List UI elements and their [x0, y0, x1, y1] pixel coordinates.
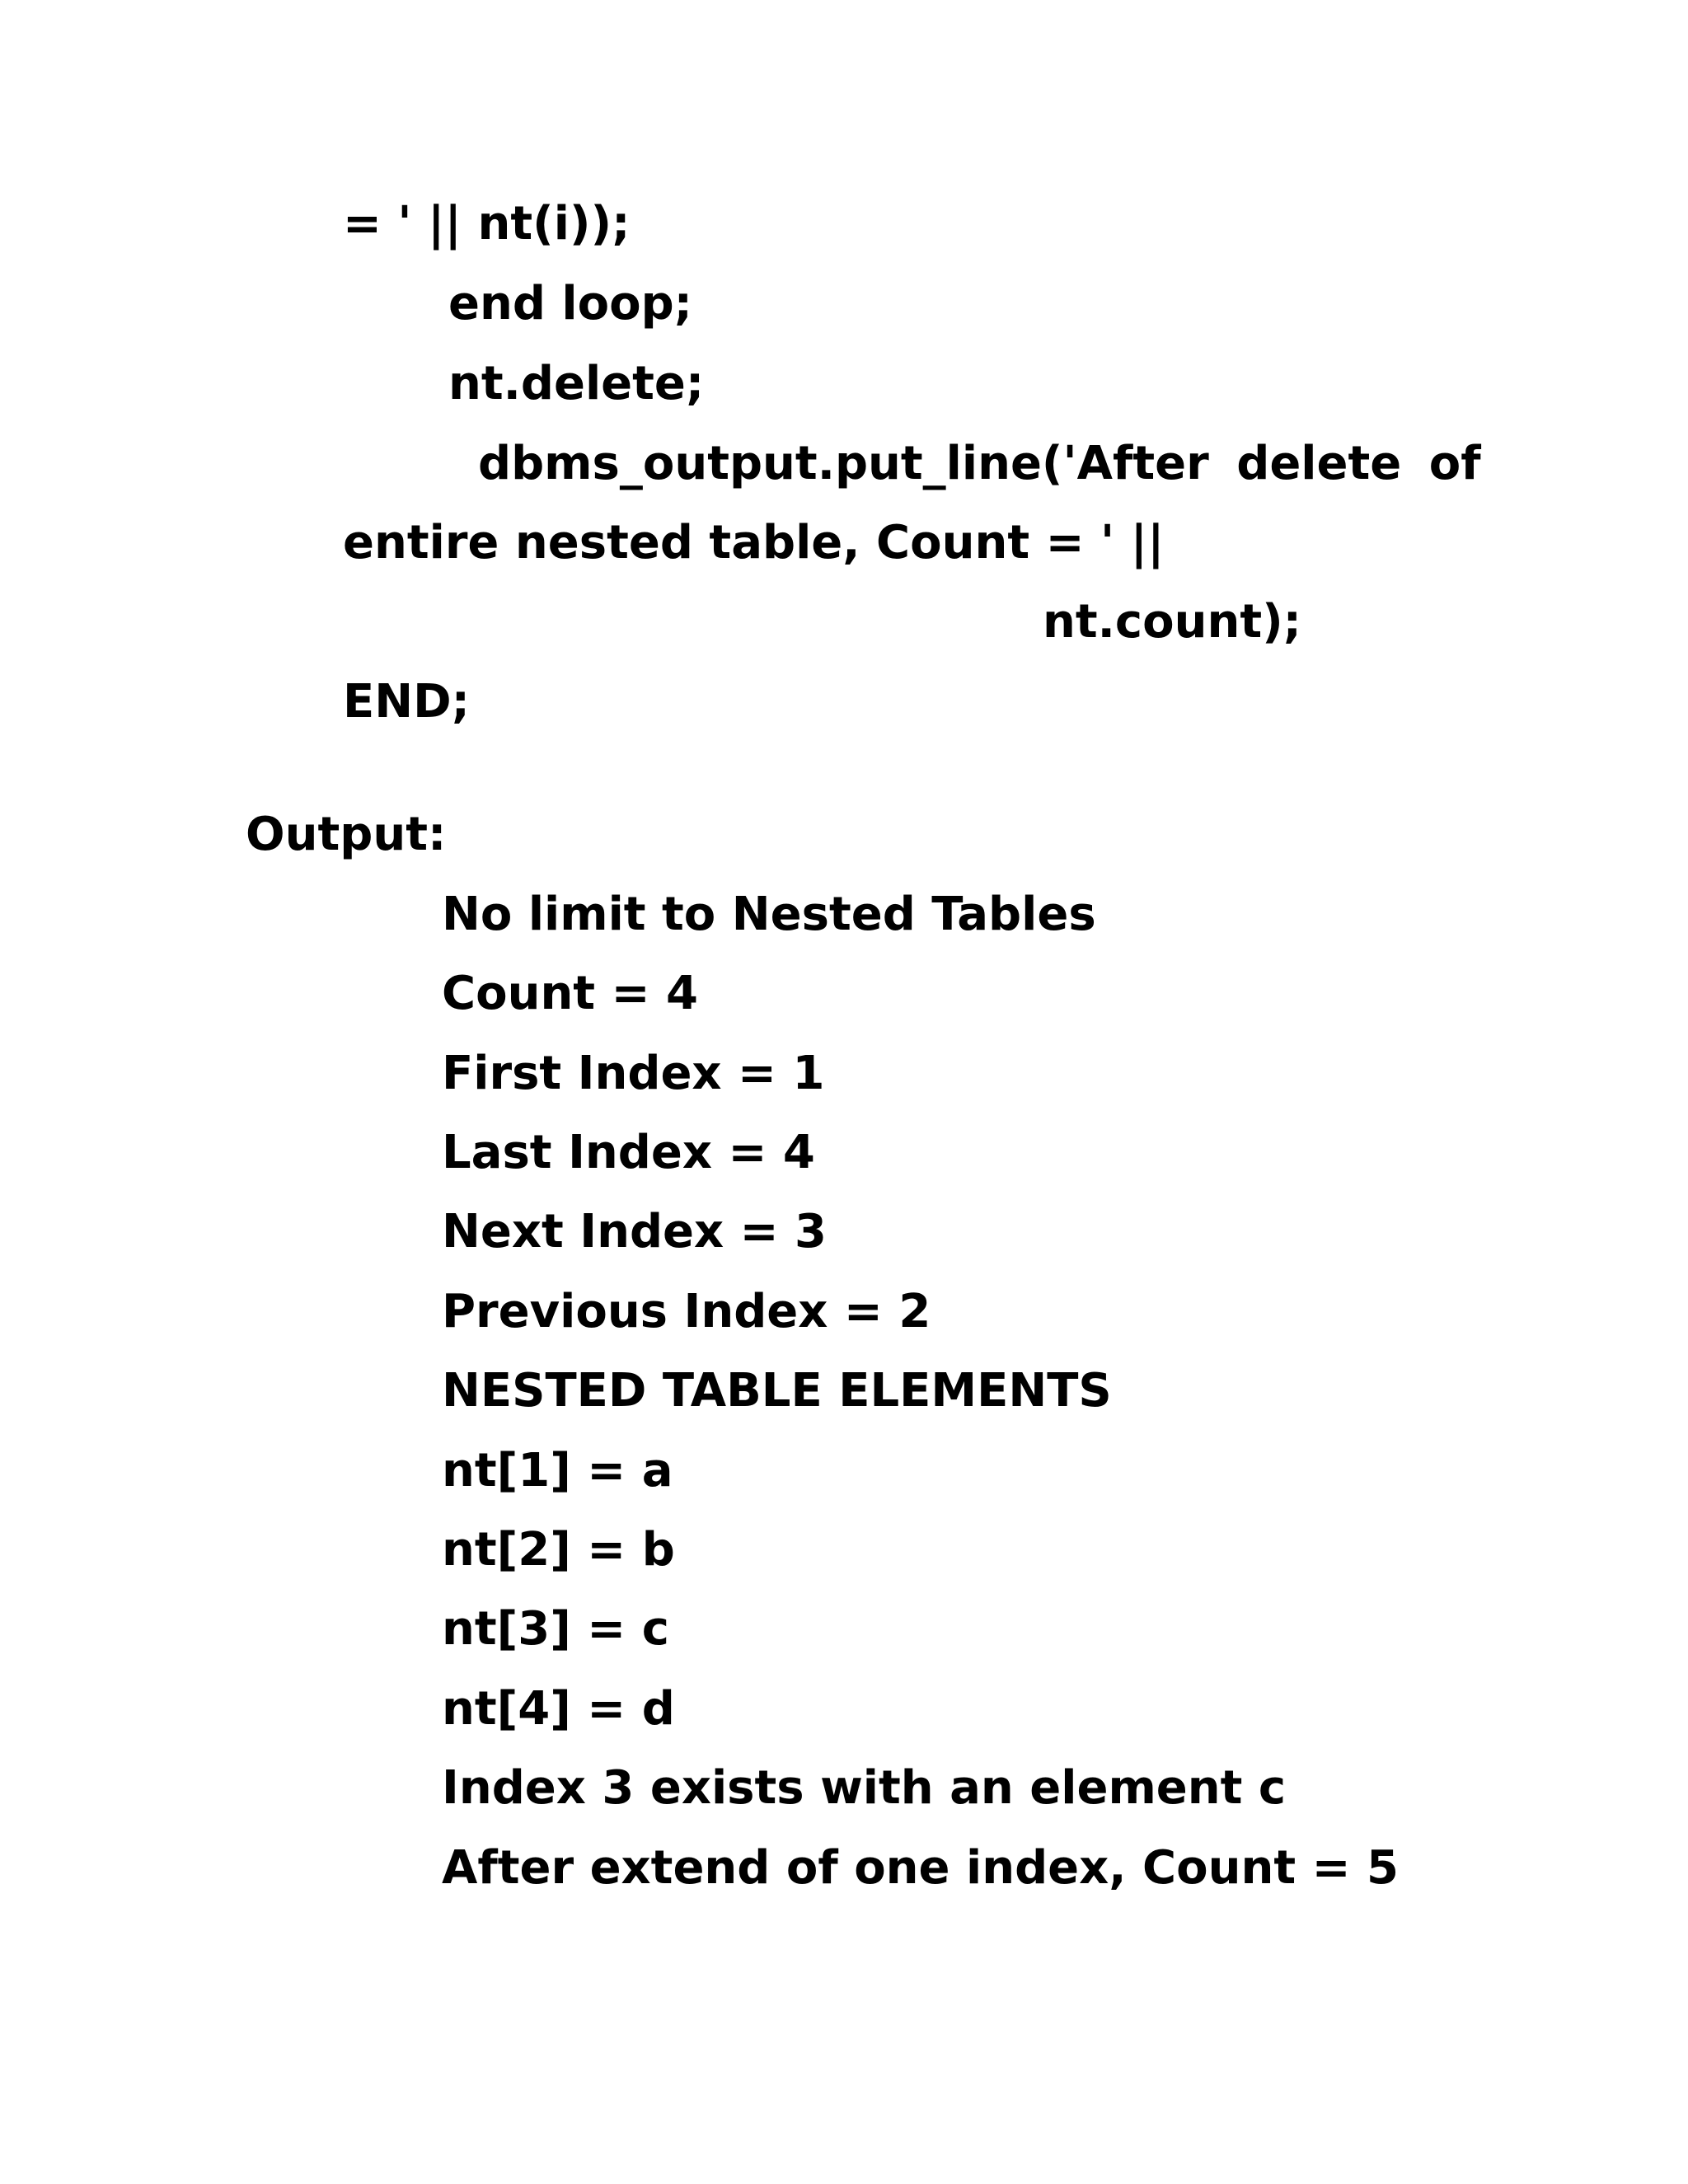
code-line: entire nested table, Count = ' || [343, 516, 1165, 569]
output-line: Last Index = 4 [442, 1126, 815, 1179]
code-line: END; [343, 675, 470, 729]
output-line: nt[1] = a [442, 1444, 673, 1497]
output-line: Next Index = 3 [442, 1205, 828, 1258]
output-line: nt[3] = c [442, 1602, 669, 1656]
code-line: nt.delete; [448, 357, 705, 410]
output-line: First Index = 1 [442, 1047, 825, 1100]
output-line: NESTED TABLE ELEMENTS [442, 1364, 1112, 1418]
code-line: dbms_output.put_line('After delete of [478, 437, 1481, 490]
code-line: nt.count); [1043, 595, 1302, 649]
code-line: = ' || nt(i)); [343, 197, 631, 251]
output-line: Count = 4 [442, 967, 698, 1020]
output-line: Previous Index = 2 [442, 1285, 931, 1338]
code-line: end loop; [448, 277, 693, 330]
output-line: nt[4] = d [442, 1682, 675, 1736]
output-line: nt[2] = b [442, 1523, 675, 1577]
output-line: After extend of one index, Count = 5 [442, 1841, 1399, 1895]
output-line: Index 3 exists with an element c [442, 1761, 1287, 1815]
output-heading: Output: [246, 808, 447, 861]
output-line: No limit to Nested Tables [442, 888, 1096, 941]
